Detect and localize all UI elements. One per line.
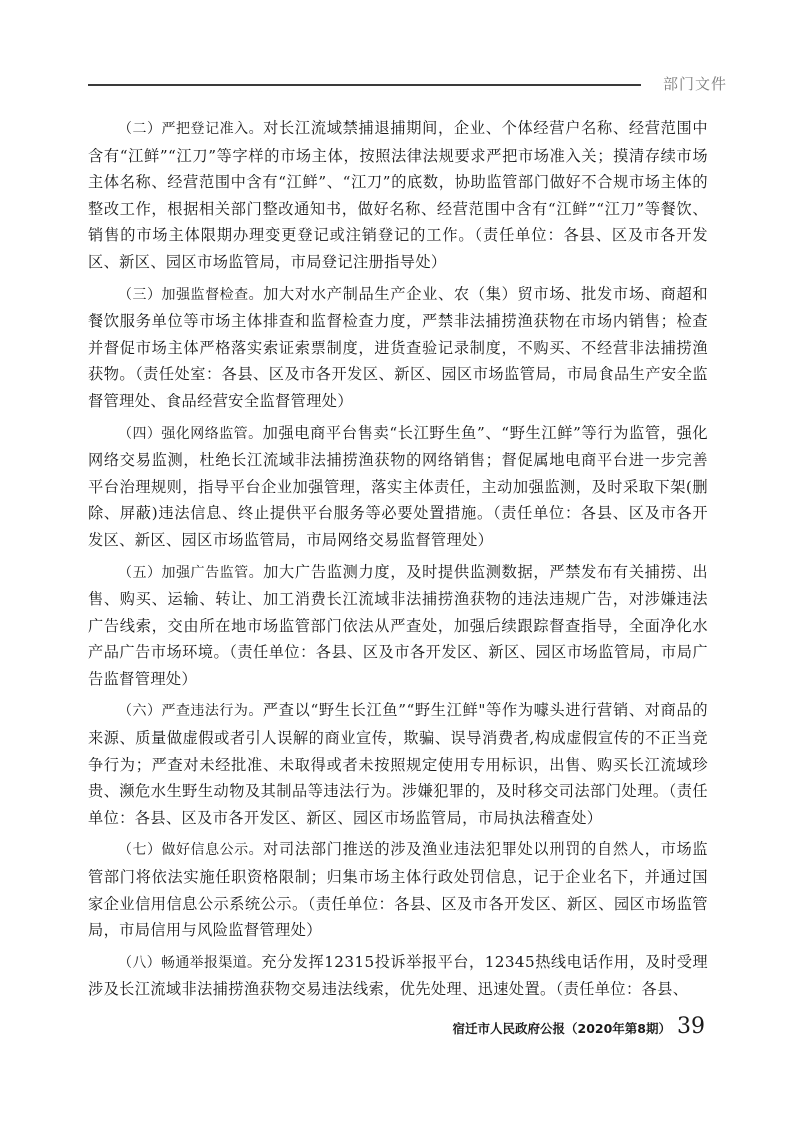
paragraph-inspection — [88, 281, 708, 415]
paragraph-text: 对司法部门推送的涉及渔业违法犯罪处以刑罚的自然人，市场监管部门将依法实施任职资格限制；归集市场主体行政处罚信息，记于企业名下，并通过国家企业信用信息公示系统公示。（责任单位：各县、区及市各开发区、新区、园区市场监管局，市局信用与风险监督管理处） — [88, 840, 709, 940]
paragraph-text: 加大对水产制品生产企业、农（集）贸市场、批发市场、商超和餐饮服务单位等市场主体排查和监督检查力度，严禁非法捕捞渔获物在市场内销售；检查并督促市场主体严格落实索证索票制度，进货查验记录制度，不购买、不经营非法捕捞渔获物。（责任处室：各县、区及市各开发区、新区、园区市场监管局，市局食品生产安全监督管理处、食品经营安全监督管理处） — [88, 284, 709, 410]
section-label: 部门文件 — [662, 75, 727, 93]
document-body — [88, 115, 708, 1008]
paragraph-registration — [88, 115, 708, 276]
paragraph-online-supervision — [88, 420, 708, 554]
paragraph-disclosure — [88, 836, 708, 943]
paragraph-heading: （八）畅通举报渠道。 — [118, 954, 262, 971]
paragraph-text: 加强电商平台售卖“长江野生鱼”、“野生江鲜”等行为监管，强化网络交易监测，杜绝长江流域非法捕捞渔获物的网络销售；督促属地电商平台进一步完善平台治理规则，指导平台企业加强管理，落实主体责任，主动加强监测，及时采取下架(删除、屏蔽)违法信息、终止提供平台服务等必要处置措施。（责任单位：各县、区及市各开发区、新区、园区市场监管局，市局网络交易监督管理处） — [88, 423, 709, 549]
header-rule — [88, 84, 641, 86]
paragraph-text: 严查以“野生长江鱼”“野生江鲜"等作为噱头进行营销、对商品的来源、质量做虚假或者引人误解的商业宣传，欺骗、误导消费者,构成虚假宣传的不正当竞争行为；严查对未经批准、未取得或者未按照规定使用专用标识，出售、购买长江流域珍贵、濒危水生野生动物及其制品等违法行为。涉嫌犯罪的，及时移交司法部门处理。（责任单位：各县、区及市各开发区、新区、园区市场监管局，市局执法稽查处） — [88, 701, 709, 827]
paragraph-violations — [88, 697, 708, 831]
paragraph-heading: （七）做好信息公示。 — [118, 842, 264, 859]
page-footer — [453, 1014, 706, 1039]
paragraph-heading: （二）严把登记准入。 — [118, 121, 264, 137]
paragraph-heading: （三）加强监督检查。 — [118, 286, 264, 303]
paragraph-text: 对长江流域禁捕退捕期间，企业、个体经营户名称、经营范围中含有“江鲜”“江刀”等字样的市场主体，按照法律法规要求严把市场准入关；摸清存续市场主体名称、经营范围中含有“江鲜”、“江刀”的底数，协助监管部门做好不合规市场主体的整改工作，根据相关部门整改通知书，做好名称、经营范围中含有“江鲜”“江刀”等餐饮、销售的市场主体限期办理变更登记或注销登记的工作。（责任单位：各县、区及市各开发区、新区、园区市场监管局，市局登记注册指导处） — [88, 119, 709, 271]
paragraph-heading: （四）强化网络监管。 — [118, 425, 263, 442]
paragraph-text: 加大广告监测力度，及时提供监测数据，严禁发布有关捕捞、出售、购买、运输、转让、加工消费长江流域非法捕捞渔获物的违法违规广告，对涉嫌违法广告线索，交由所在地市场监管部门依法从严查处，加强后续跟踪督查指导，全面净化水产品广告市场环境。（责任单位：各县、区及市各开发区、新区、园区市场监管局，市局广告监督管理处） — [88, 562, 709, 688]
paragraph-reporting — [88, 949, 708, 1003]
page-number: 39 — [677, 1014, 705, 1039]
journal-title: 宿迁市人民政府公报（2020年第8期） — [452, 1021, 671, 1036]
paragraph-heading: （五）加强广告监管。 — [118, 564, 264, 581]
paragraph-text: 充分发挥12315投诉举报平台，12345热线电话作用，及时受理涉及长江流域非法捕捞渔获物交易违法线索，优先处理、迅速处置。（责任单位：各县、 — [88, 952, 709, 999]
paragraph-heading: （六）严查违法行为。 — [118, 703, 263, 720]
paragraph-advertising — [88, 559, 708, 693]
